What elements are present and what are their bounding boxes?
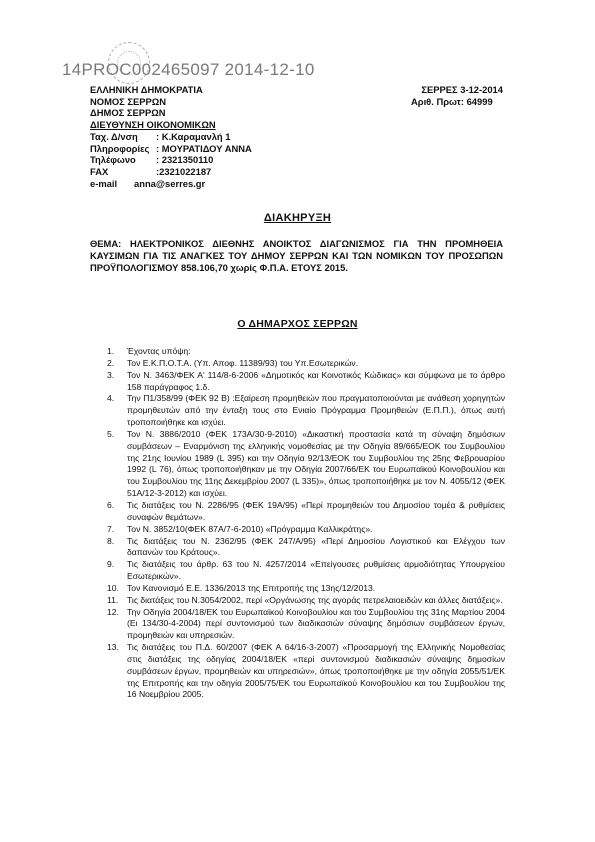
item-text: Έχοντας υπόψη: bbox=[127, 346, 191, 356]
header-line-prefecture: ΝΟΜΟΣ ΣΕΡΡΩΝ bbox=[90, 95, 167, 107]
contact-label: FAX bbox=[90, 165, 109, 177]
contact-value: : ΜΟΥΡΑΤΙΔΟΥ ΑΝΝΑ bbox=[156, 142, 252, 154]
list-item bbox=[107, 370, 505, 394]
item-text: Τον Ν. 3886/2010 (ΦΕΚ 173Α/30-9-2010) «Δικαστική προστασία κατά τη σύναψη δημόσιων συμβάσεων – Εναρμόνιση της ελληνικής νομοθεσίας με την Οδηγία 89/665/ΕΟΚ του Συμβουλίου της 21ης Ιουνίου 1989 (L 395) και την Οδηγία 92/13/ΕΟΚ του Συμβουλίου της 25ης Φεβρουαρίου 1992 (L 76), όπως τροποποιήθηκαν με την Οδηγία 2007/66/ΕΚ του Ευρωπαϊκού Κοινοβουλίου και του Συμβουλίου της 11ης Δεκεμβρίου 2007 (L 335)», όπως τροποποιήθηκε με τον Ν. 4055/12 (ΦΕΚ 51Α/12-3-2012) και ισχύει. bbox=[127, 428, 505, 499]
header-line-directorate: ΔΙΕΥΘΥΝΣΗ ΟΙΚΟΝΟΜΙΚΩΝ bbox=[90, 119, 216, 131]
list-item bbox=[107, 393, 505, 429]
contact-phone bbox=[90, 154, 252, 166]
item-text: Τις διατάξεις του Ν. 2362/95 (ΦΕΚ 247/Α/95) «Περί Δημοσίου Λογιστικού και Ελέγχου των δαπανών του Κράτους». bbox=[127, 535, 505, 558]
item-text: Τις διατάξεις του άρθρ. 63 του Ν. 4257/2014 «Επείγουσες ρυθμίσεις αρμοδιότητας Υπουργείου Εσωτερικών». bbox=[127, 559, 505, 582]
list-item bbox=[107, 559, 505, 583]
contact-value: :2321022187 bbox=[156, 165, 212, 177]
item-text: Τον Κανονισμό Ε.Ε. 1336/2013 της Επιτροπής της 13ης/12/2013. bbox=[127, 582, 376, 593]
document-date: ΣΕΡΡΕΣ 3-12-2014 bbox=[421, 84, 503, 95]
item-number: 8. bbox=[107, 535, 115, 546]
item-text: Τις διατάξεις του Π.Δ. 60/2007 (ΦΕΚ Α 64/16-3-2007) «Προσαρμογή της Ελληνικής Νομοθεσίας στις διατάξεις της οδηγίας 2004/18/ΕΚ «περί συντονισμού διαδικασιών σύναψης δημοσίων συμβάσεων έργων, προμηθειών και υπηρεσιών», όπως τροποποιήθηκε με την οδηγία 2055/51/ΕΚ της Επιτροπής και την οδηγία 2005/75/ΕΚ του Ευρωπαϊκού Κοινοβουλίου και του Συμβουλίου της 16 Νοεμβρίου 2005. bbox=[127, 642, 505, 700]
item-number: 4. bbox=[107, 393, 115, 404]
list-item bbox=[107, 346, 505, 358]
list-item bbox=[107, 536, 505, 560]
date-protocol-block bbox=[409, 84, 503, 107]
item-text: Τον Ν. 3852/10(ΦΕΚ 87Α/7-6-2010) «Πρόγραμμα Καλλικράτης». bbox=[127, 523, 373, 534]
header-line-municipality: ΔΗΜΟΣ ΣΕΡΡΩΝ bbox=[90, 107, 166, 119]
item-number: 5. bbox=[107, 428, 115, 439]
header-line-republic: ΕΛΛΗΝΙΚΗ ΔΗΜΟΚΡΑΤΙΑ bbox=[90, 84, 203, 95]
contact-value: anna@serres.gr bbox=[134, 177, 206, 189]
list-item bbox=[107, 595, 505, 607]
item-number: 3. bbox=[107, 369, 115, 380]
contact-address bbox=[90, 131, 252, 143]
item-number: 6. bbox=[107, 499, 115, 510]
item-text: Τις διατάξεις του Ν. 2286/95 (ΦΕΚ 19Α/95) «Περί προμηθειών του Δημοσίου τομέα & ρυθμίσεις συναφών θεμάτων». bbox=[127, 499, 505, 522]
item-number: 11. bbox=[107, 594, 119, 605]
contact-info-person bbox=[90, 143, 252, 155]
declaration-title: ΔΙΑΚΗΡΥΞΗ bbox=[263, 212, 332, 224]
contact-label: Πληροφορίες bbox=[90, 142, 150, 154]
list-item bbox=[107, 583, 505, 595]
item-number: 1. bbox=[107, 346, 115, 356]
contact-label: e-mail bbox=[90, 177, 118, 189]
document-watermark: 14PROC002465097 2014-12-10 bbox=[62, 60, 315, 79]
list-item bbox=[107, 524, 505, 536]
item-number: 12. bbox=[107, 606, 119, 617]
contact-value: : 2321350110 bbox=[156, 154, 214, 166]
item-number: 13. bbox=[107, 642, 119, 653]
item-number: 2. bbox=[107, 357, 115, 368]
item-text: Τις διατάξεις του Ν.3054/2002, περί «Οργάνωσης της αγοράς πετρελαιοειδών και άλλες διατάξεις». bbox=[127, 594, 503, 605]
contact-value: : Κ.Καραμανλή 1 bbox=[156, 130, 231, 142]
subject-paragraph: ΘΕΜΑ: ΗΛΕΚΤΡΟΝΙΚΟΣ ΔΙΕΘΝΗΣ ΑΝΟΙΚΤΟΣ ΔΙΑΓΩΝΙΣΜΟΣ ΓΙΑ ΤΗΝ ΠΡΟΜΗΘΕΙΑ ΚΑΥΣΙΜΩΝ ΓΙΑ ΤΙΣ ΑΝΑΓΚΕΣ ΤΟΥ ΔΗΜΟΥ ΣΕΡΡΩΝ ΚΑΙ ΤΩΝ ΝΟΜΙΚΩΝ ΤΟΥ ΠΡΟΣΩΠΩΝ ΠΡΟΫΠΟΛΟΓΙΣΜΟΥ 858.106,70 χωρίς Φ.Π.Α. ΕΤΟΥΣ 2015. bbox=[90, 238, 503, 273]
item-number: 7. bbox=[107, 523, 115, 534]
list-item bbox=[107, 500, 505, 524]
item-number: 9. bbox=[107, 559, 115, 570]
contact-fax bbox=[90, 166, 252, 178]
contact-label: Ταχ. Δ/νση bbox=[90, 130, 138, 142]
item-number: 10. bbox=[107, 582, 119, 593]
legal-basis-list bbox=[107, 346, 505, 701]
list-item bbox=[107, 429, 505, 500]
list-item bbox=[107, 642, 505, 701]
item-text: Την Οδηγία 2004/18/ΕΚ του Ευρωπαϊκού Κοινοβουλίου και του Συμβουλίου της 31ης Μαρτίου 2004 (Ει 134/30-4-2004) περί συντονισμού των διαδικασιών σύναψης δημόσιων συμβάσεων έργων, προμηθειών και υπηρεσιών. bbox=[127, 606, 505, 641]
contact-label: Τηλέφωνο bbox=[90, 154, 136, 166]
contact-email bbox=[90, 178, 252, 190]
item-text: Τον Ν. 3463/ΦΕΚ Α' 114/8-6-2006 «Δημοτικός και Κοινοτικός Κώδικας» και σύμφωνα με το άρθρο 158 παράγραφος 1.δ. bbox=[127, 369, 505, 392]
list-item bbox=[107, 358, 505, 370]
protocol-number: Αριθ. Πρωτ: 64999 bbox=[411, 95, 493, 107]
list-item bbox=[107, 607, 505, 643]
item-text: Τον Ε.Κ.Π.Ο.Τ.Α. (Υπ. Αποφ. 11389/93) του Υπ.Εσωτερικών. bbox=[127, 357, 359, 368]
mayor-heading: Ο ΔΗΜΑΡΧΟΣ ΣΕΡΡΩΝ bbox=[237, 318, 358, 330]
item-text: Την Π1/358/99 (ΦΕΚ 92 Β) :Εξαίρεση προμηθειών που πραγματοποιούνται με ανάθεση χορηγητών προμηθευτών από την ένταξη τους στο Ενιαίο Πρόγραμμα Προμηθειών (Ε.Π.Π.), όπως αυτή τροποποιήθηκε και ισχύει. bbox=[127, 393, 505, 428]
issuer-header bbox=[90, 84, 252, 189]
